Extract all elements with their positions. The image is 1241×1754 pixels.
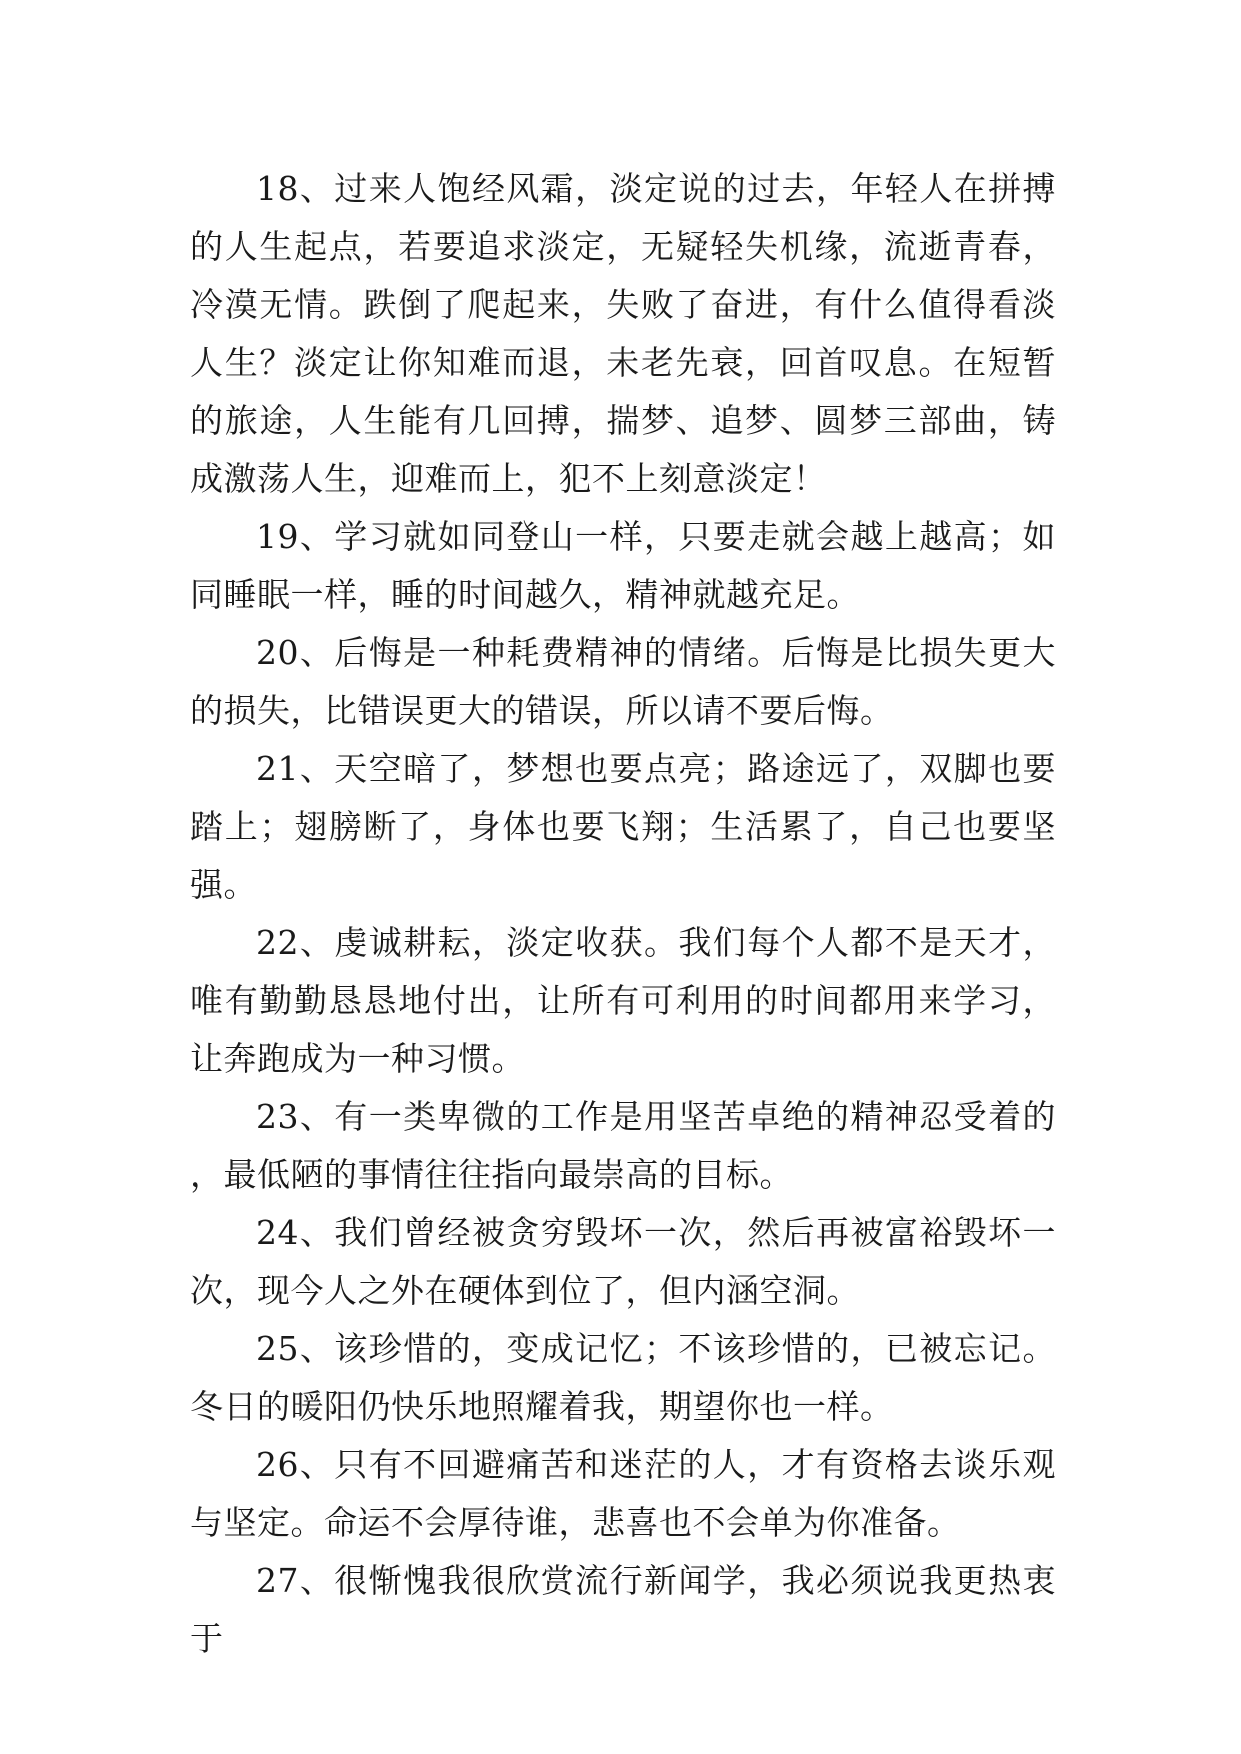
paragraph-19: 19、学习就如同登山一样，只要走就会越上越高；如同睡眠一样，睡的时间越久，精神就越充足。	[190, 517, 1056, 614]
paragraph-22: 22、虔诚耕耘，淡定收获。我们每个人都不是天才，唯有勤勤恳恳地付出，让所有可利用的时间都用来学习，让奔跑成为一种习惯。	[190, 923, 1056, 1078]
paragraph-23: 23、有一类卑微的工作是用坚苦卓绝的精神忍受着的，最低陋的事情往往指向最崇高的目标。	[190, 1097, 1056, 1194]
paragraph-21: 21、天空暗了，梦想也要点亮；路途远了，双脚也要踏上；翅膀断了，身体也要飞翔；生活累了，自己也要坚强。	[190, 749, 1056, 904]
document-body	[190, 160, 1056, 1668]
paragraph-25: 25、该珍惜的，变成记忆；不该珍惜的，已被忘记。冬日的暖阳仍快乐地照耀着我，期望你也一样。	[190, 1329, 1056, 1426]
paragraph-24: 24、我们曾经被贪穷毁坏一次，然后再被富裕毁坏一次，现今人之外在硬体到位了，但内涵空洞。	[190, 1213, 1056, 1310]
paragraph-20: 20、后悔是一种耗费精神的情绪。后悔是比损失更大的损失，比错误更大的错误，所以请不要后悔。	[190, 633, 1056, 730]
paragraph-27: 27、很惭愧我很欣赏流行新闻学，我必须说我更热衷于	[190, 1561, 1056, 1658]
paragraph-18: 18、过来人饱经风霜，淡定说的过去，年轻人在拼搏的人生起点，若要追求淡定，无疑轻失机缘，流逝青春，冷漠无情。跌倒了爬起来，失败了奋进，有什么值得看淡人生？淡定让你知难而退，未老先衰，回首叹息。在短暂的旅途，人生能有几回搏，揣梦、追梦、圆梦三部曲，铸成激荡人生，迎难而上，犯不上刻意淡定！	[190, 169, 1056, 498]
paragraph-26: 26、只有不回避痛苦和迷茫的人，才有资格去谈乐观与坚定。命运不会厚待谁，悲喜也不会单为你准备。	[190, 1445, 1056, 1542]
